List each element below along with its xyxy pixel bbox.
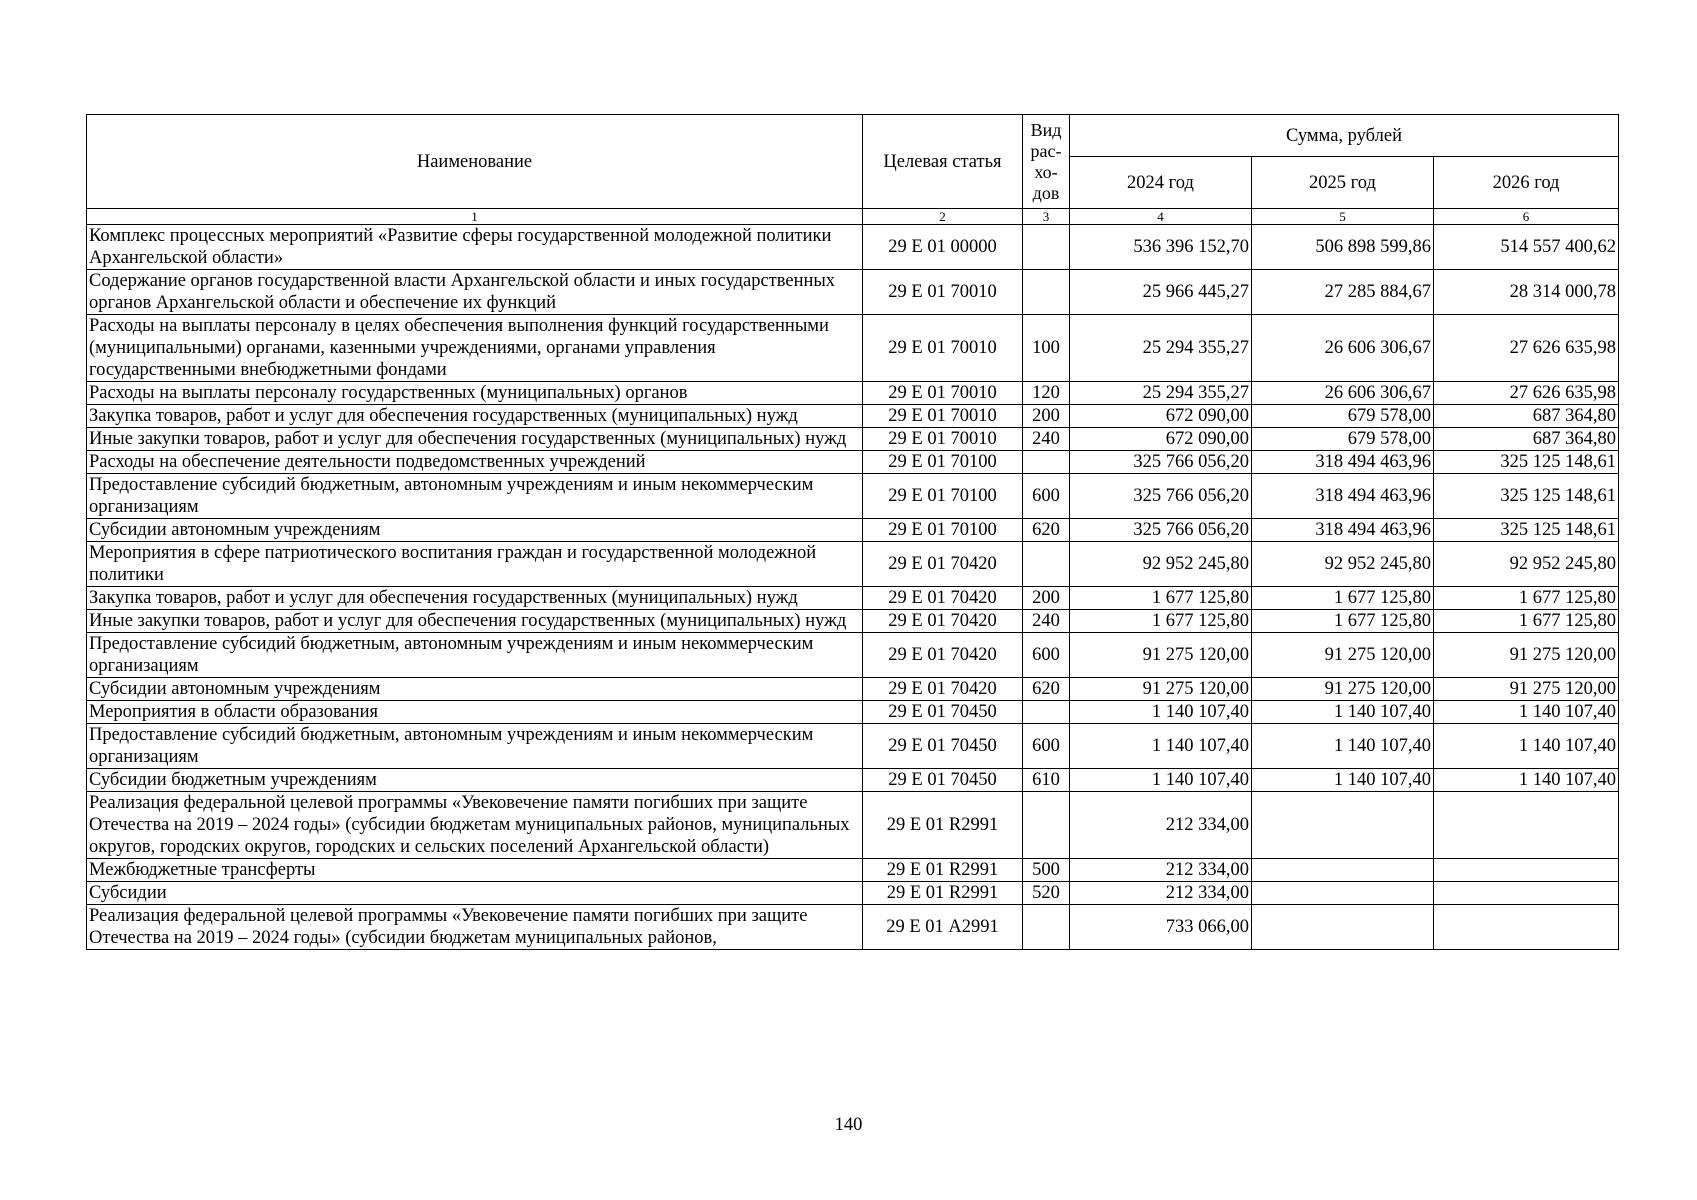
row-sum-2025: 1 140 107,40 — [1252, 701, 1434, 724]
row-article: 29 Е 01 70100 — [863, 474, 1023, 519]
row-sum-2026 — [1434, 792, 1619, 859]
row-vid — [1023, 792, 1070, 859]
row-sum-2026: 1 677 125,80 — [1434, 610, 1619, 633]
row-sum-2025: 679 578,00 — [1252, 405, 1434, 428]
table-row — [87, 792, 1619, 859]
row-sum-2026: 27 626 635,98 — [1434, 382, 1619, 405]
row-article: 29 Е 01 А2991 — [863, 905, 1023, 950]
row-sum-2025: 1 140 107,40 — [1252, 724, 1434, 769]
table-row — [87, 519, 1619, 542]
column-number: 4 — [1070, 209, 1252, 225]
row-name: Предоставление субсидий бюджетным, автономным учреждениям и иным некоммерческим организациям — [87, 633, 863, 678]
row-sum-2025 — [1252, 882, 1434, 905]
row-sum-2024: 325 766 056,20 — [1070, 519, 1252, 542]
row-sum-2025: 26 606 306,67 — [1252, 382, 1434, 405]
row-name: Расходы на выплаты персоналу государственных (муниципальных) органов — [87, 382, 863, 405]
table-row — [87, 769, 1619, 792]
row-sum-2025: 679 578,00 — [1252, 428, 1434, 451]
row-vid: 600 — [1023, 474, 1070, 519]
row-sum-2025: 318 494 463,96 — [1252, 519, 1434, 542]
row-sum-2026: 1 140 107,40 — [1434, 724, 1619, 769]
column-number: 5 — [1252, 209, 1434, 225]
row-sum-2025: 26 606 306,67 — [1252, 315, 1434, 382]
row-sum-2026: 687 364,80 — [1434, 428, 1619, 451]
row-article: 29 Е 01 70100 — [863, 451, 1023, 474]
row-article: 29 Е 01 70450 — [863, 701, 1023, 724]
row-name: Межбюджетные трансферты — [87, 859, 863, 882]
row-sum-2024: 91 275 120,00 — [1070, 633, 1252, 678]
row-article: 29 Е 01 00000 — [863, 225, 1023, 270]
row-article: 29 Е 01 70100 — [863, 519, 1023, 542]
header-year-2025: 2025 год — [1252, 157, 1434, 209]
table-row — [87, 474, 1619, 519]
table-row — [87, 451, 1619, 474]
row-sum-2026: 91 275 120,00 — [1434, 633, 1619, 678]
row-sum-2024: 325 766 056,20 — [1070, 474, 1252, 519]
row-article: 29 Е 01 70420 — [863, 542, 1023, 587]
row-vid: 200 — [1023, 587, 1070, 610]
row-vid: 240 — [1023, 428, 1070, 451]
row-sum-2024: 1 677 125,80 — [1070, 587, 1252, 610]
row-sum-2026: 91 275 120,00 — [1434, 678, 1619, 701]
table-row — [87, 225, 1619, 270]
row-sum-2025: 506 898 599,86 — [1252, 225, 1434, 270]
row-vid — [1023, 225, 1070, 270]
table-row — [87, 701, 1619, 724]
column-number: 2 — [863, 209, 1023, 225]
row-article: 29 Е 01 70010 — [863, 405, 1023, 428]
row-name: Комплекс процессных мероприятий «Развитие сферы государственной молодежной политики Архангельской области» — [87, 225, 863, 270]
row-vid: 200 — [1023, 405, 1070, 428]
row-name: Иные закупки товаров, работ и услуг для обеспечения государственных (муниципальных) нужд — [87, 610, 863, 633]
row-sum-2025 — [1252, 792, 1434, 859]
row-name: Расходы на обеспечение деятельности подведомственных учреждений — [87, 451, 863, 474]
row-sum-2024: 212 334,00 — [1070, 792, 1252, 859]
header-vid-line: хо- — [1034, 161, 1058, 182]
row-article: 29 Е 01 70420 — [863, 587, 1023, 610]
row-sum-2025 — [1252, 859, 1434, 882]
row-sum-2026: 514 557 400,62 — [1434, 225, 1619, 270]
row-sum-2026: 1 140 107,40 — [1434, 769, 1619, 792]
row-sum-2025: 91 275 120,00 — [1252, 633, 1434, 678]
row-vid — [1023, 701, 1070, 724]
table-row — [87, 587, 1619, 610]
row-name: Содержание органов государственной власти Архангельской области и иных государственных органов Архангельской области и обеспечение их функций — [87, 270, 863, 315]
row-sum-2024: 1 140 107,40 — [1070, 701, 1252, 724]
row-article: 29 Е 01 70010 — [863, 428, 1023, 451]
table-row — [87, 315, 1619, 382]
row-sum-2026 — [1434, 882, 1619, 905]
table-row — [87, 610, 1619, 633]
row-sum-2025: 91 275 120,00 — [1252, 678, 1434, 701]
row-article: 29 Е 01 70420 — [863, 633, 1023, 678]
row-vid: 120 — [1023, 382, 1070, 405]
column-number-row — [87, 209, 1619, 225]
row-article: 29 Е 01 R2991 — [863, 859, 1023, 882]
row-article: 29 Е 01 R2991 — [863, 882, 1023, 905]
row-sum-2024: 536 396 152,70 — [1070, 225, 1252, 270]
row-sum-2024: 25 294 355,27 — [1070, 382, 1252, 405]
row-vid: 620 — [1023, 519, 1070, 542]
row-vid: 240 — [1023, 610, 1070, 633]
row-article: 29 Е 01 70420 — [863, 678, 1023, 701]
row-sum-2025: 27 285 884,67 — [1252, 270, 1434, 315]
row-name: Предоставление субсидий бюджетным, автономным учреждениям и иным некоммерческим организациям — [87, 724, 863, 769]
row-sum-2024: 733 066,00 — [1070, 905, 1252, 950]
row-article: 29 Е 01 70420 — [863, 610, 1023, 633]
row-vid: 610 — [1023, 769, 1070, 792]
row-name: Мероприятия в области образования — [87, 701, 863, 724]
row-name: Реализация федеральной целевой программы «Увековечение памяти погибших при защите Отечества на 2019 – 2024 годы» (субсидии бюджетам муниципальных районов, муниципальных округов, городских округов, городских и сельских поселений Архангельской области) — [87, 792, 863, 859]
row-sum-2024: 325 766 056,20 — [1070, 451, 1252, 474]
row-vid: 520 — [1023, 882, 1070, 905]
row-sum-2024: 25 966 445,27 — [1070, 270, 1252, 315]
row-sum-2026: 325 125 148,61 — [1434, 519, 1619, 542]
row-sum-2026: 92 952 245,80 — [1434, 542, 1619, 587]
table-body — [87, 225, 1619, 950]
header-vid — [1023, 115, 1070, 209]
row-vid: 100 — [1023, 315, 1070, 382]
row-name: Мероприятия в сфере патриотического воспитания граждан и государственной молодежной политики — [87, 542, 863, 587]
row-vid — [1023, 451, 1070, 474]
table-row — [87, 270, 1619, 315]
row-sum-2026 — [1434, 859, 1619, 882]
row-name: Субсидии автономным учреждениям — [87, 519, 863, 542]
table-row — [87, 405, 1619, 428]
row-sum-2025: 318 494 463,96 — [1252, 451, 1434, 474]
row-name: Иные закупки товаров, работ и услуг для обеспечения государственных (муниципальных) нужд — [87, 428, 863, 451]
row-vid: 600 — [1023, 724, 1070, 769]
table-row — [87, 428, 1619, 451]
row-sum-2025: 1 140 107,40 — [1252, 769, 1434, 792]
header-year-2024: 2024 год — [1070, 157, 1252, 209]
row-sum-2024: 212 334,00 — [1070, 859, 1252, 882]
page-number: 140 — [834, 1115, 863, 1135]
row-sum-2024: 672 090,00 — [1070, 405, 1252, 428]
row-sum-2024: 672 090,00 — [1070, 428, 1252, 451]
row-sum-2026: 28 314 000,78 — [1434, 270, 1619, 315]
row-sum-2024: 1 677 125,80 — [1070, 610, 1252, 633]
header-vid-line: рас- — [1030, 140, 1062, 161]
table-header — [87, 115, 1619, 225]
row-sum-2024: 91 275 120,00 — [1070, 678, 1252, 701]
table-row — [87, 724, 1619, 769]
column-number: 1 — [87, 209, 863, 225]
row-sum-2024: 212 334,00 — [1070, 882, 1252, 905]
row-sum-2026: 687 364,80 — [1434, 405, 1619, 428]
row-sum-2024: 1 140 107,40 — [1070, 769, 1252, 792]
table-row — [87, 633, 1619, 678]
row-name: Субсидии — [87, 882, 863, 905]
header-sum: Сумма, рублей — [1070, 115, 1619, 157]
header-year-2026: 2026 год — [1434, 157, 1619, 209]
row-vid: 620 — [1023, 678, 1070, 701]
row-article: 29 Е 01 70450 — [863, 724, 1023, 769]
row-sum-2025 — [1252, 905, 1434, 950]
table-row — [87, 905, 1619, 950]
row-sum-2024: 92 952 245,80 — [1070, 542, 1252, 587]
row-vid: 500 — [1023, 859, 1070, 882]
table-row — [87, 859, 1619, 882]
header-vid-line: дов — [1032, 182, 1060, 203]
row-name: Предоставление субсидий бюджетным, автономным учреждениям и иным некоммерческим организациям — [87, 474, 863, 519]
row-name: Закупка товаров, работ и услуг для обеспечения государственных (муниципальных) нужд — [87, 405, 863, 428]
row-name: Расходы на выплаты персоналу в целях обеспечения выполнения функций государственными (муниципальными) органами, казенными учреждениями, органами управления государственными внебюджетными фондами — [87, 315, 863, 382]
row-sum-2025: 318 494 463,96 — [1252, 474, 1434, 519]
row-sum-2025: 92 952 245,80 — [1252, 542, 1434, 587]
row-name: Субсидии автономным учреждениям — [87, 678, 863, 701]
row-sum-2026: 1 677 125,80 — [1434, 587, 1619, 610]
row-vid: 600 — [1023, 633, 1070, 678]
header-article: Целевая статья — [863, 115, 1023, 209]
row-sum-2026 — [1434, 905, 1619, 950]
column-number: 6 — [1434, 209, 1619, 225]
row-sum-2025: 1 677 125,80 — [1252, 610, 1434, 633]
row-article: 29 Е 01 70450 — [863, 769, 1023, 792]
header-vid-line: Вид — [1030, 119, 1062, 140]
row-sum-2024: 25 294 355,27 — [1070, 315, 1252, 382]
row-article: 29 Е 01 70010 — [863, 382, 1023, 405]
table-row — [87, 882, 1619, 905]
row-sum-2025: 1 677 125,80 — [1252, 587, 1434, 610]
row-vid — [1023, 542, 1070, 587]
row-vid — [1023, 270, 1070, 315]
table-row — [87, 542, 1619, 587]
row-vid — [1023, 905, 1070, 950]
budget-table — [86, 114, 1619, 950]
column-number: 3 — [1023, 209, 1070, 225]
row-article: 29 Е 01 70010 — [863, 315, 1023, 382]
row-article: 29 Е 01 R2991 — [863, 792, 1023, 859]
header-name: Наименование — [87, 115, 863, 209]
row-sum-2026: 1 140 107,40 — [1434, 701, 1619, 724]
table-row — [87, 382, 1619, 405]
row-sum-2026: 325 125 148,61 — [1434, 474, 1619, 519]
row-sum-2024: 1 140 107,40 — [1070, 724, 1252, 769]
row-name: Реализация федеральной целевой программы «Увековечение памяти погибших при защите Отечества на 2019 – 2024 годы» (субсидии бюджетам муниципальных районов, — [87, 905, 863, 950]
row-sum-2026: 325 125 148,61 — [1434, 451, 1619, 474]
row-sum-2026: 27 626 635,98 — [1434, 315, 1619, 382]
table-row — [87, 678, 1619, 701]
row-name: Субсидии бюджетным учреждениям — [87, 769, 863, 792]
row-name: Закупка товаров, работ и услуг для обеспечения государственных (муниципальных) нужд — [87, 587, 863, 610]
row-article: 29 Е 01 70010 — [863, 270, 1023, 315]
